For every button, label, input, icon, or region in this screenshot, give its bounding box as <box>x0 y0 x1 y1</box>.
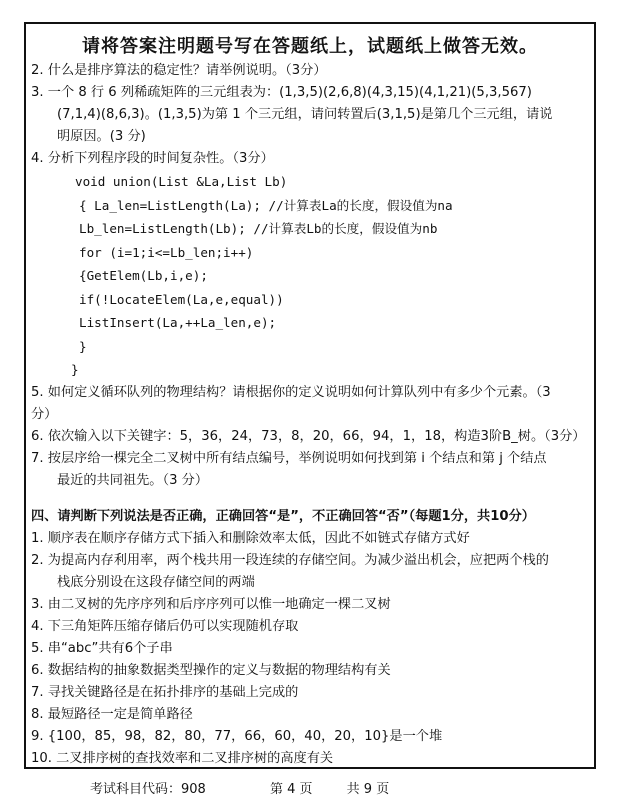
question-2: 2. 什么是排序算法的稳定性？请举例说明。（3分） <box>31 63 327 78</box>
code-line: Lb_len=ListLength(Lb); //计算表Lb的长度，假设值为nb <box>79 221 438 236</box>
question-7: 7. 按层序给一棵完全二叉树中所有结点编号，举例说明如何找到第 i 个结点和第 j 个结点 <box>31 450 547 466</box>
judge-item-3: 3. 由二叉树的先序序列和后序序列可以惟一地确定一棵二叉树 <box>31 596 391 612</box>
code-line: {GetElem(Lb,i,e); <box>79 268 208 283</box>
judge-item-9: 9. {100，85，98，82，80，77，66，60，40，20，10}是一个堆 <box>31 728 443 744</box>
judge-item-6: 6. 数据结构的抽象数据类型操作的定义与数据的物理结构有关 <box>31 662 391 678</box>
question-4: 4. 分析下列程序段的时间复杂性。（3分） <box>31 151 274 166</box>
judge-item-8: 8. 最短路径一定是简单路径 <box>31 706 193 722</box>
code-line: } <box>71 362 79 377</box>
question-3-cont: (7,1,4)(8,6,3)。(1,3,5)为第 1 个三元组，请问转置后(3,1,5)是第几个三元组，请说 <box>57 107 553 122</box>
code-line: if(!LocateElem(La,e,equal)) <box>79 291 284 307</box>
subject-code: 考试科目代码：908 <box>90 782 206 797</box>
question-5: 5. 如何定义循环队列的物理结构？请根据你的定义说明如何计算队列中有多少个元素。（3 <box>31 384 551 400</box>
section-4-heading: 四、请判断下列说法是否正确，正确回答“是”，不正确回答“否”（每题1分，共10分） <box>31 508 535 524</box>
code-block <box>31 170 588 382</box>
judge-item-5: 5. 串“abc”共有6个子串 <box>31 640 173 656</box>
question-7-cont: 最近的共同祖先。（3 分） <box>57 472 209 488</box>
code-line: ListInsert(La,++La_len,e); <box>79 315 277 330</box>
page-number: 第 4 页 <box>269 782 313 797</box>
page-title: 请将答案注明题号写在答题纸上，试题纸上做答无效。 <box>82 36 538 57</box>
judge-item-1: 1. 顺序表在顺序存储方式下插入和删除效率太低，因此不如链式存储方式好 <box>31 530 470 546</box>
code-line: } <box>79 338 87 354</box>
code-line: for (i=1;i<=Lb_len;i++) <box>79 244 254 260</box>
code-line: { La_len=ListLength(La); //计算表La的长度，假设值为na <box>79 197 453 213</box>
question-3: 3. 一个 8 行 6 列稀疏矩阵的三元组表为：(1,3,5)(2,6,8)(4,3,15)(4,1,21)(5,3,567) <box>31 85 532 100</box>
judge-item-2-cont: 栈底分别设在这段存储空间的两端 <box>57 574 255 590</box>
question-5-cont: 分） <box>31 406 58 422</box>
question-3-cont: 明原因。(3 分) <box>57 129 146 144</box>
judge-item-2: 2. 为提高内存利用率，两个栈共用一段连续的存储空间。为减少溢出机会，应把两个栈的 <box>31 552 549 568</box>
exam-content <box>31 60 588 770</box>
page-total: 共 9 页 <box>346 782 390 797</box>
judge-item-7: 7. 寻找关键路径是在拓扑排序的基础上完成的 <box>31 684 299 700</box>
exam-page-frame <box>24 22 596 769</box>
code-line: void union(List &La,List Lb) <box>75 174 288 189</box>
judge-item-4: 4. 下三角矩阵压缩存储后仍可以实现随机存取 <box>31 618 299 634</box>
page-footer <box>90 778 403 797</box>
judge-item-10: 10. 二叉排序树的查找效率和二叉排序树的高度有关 <box>31 750 334 766</box>
question-6: 6. 依次输入以下关键字：5，36，24，73，8，20，66，94，1，18，构造3阶B_树。（3分） <box>31 428 586 444</box>
